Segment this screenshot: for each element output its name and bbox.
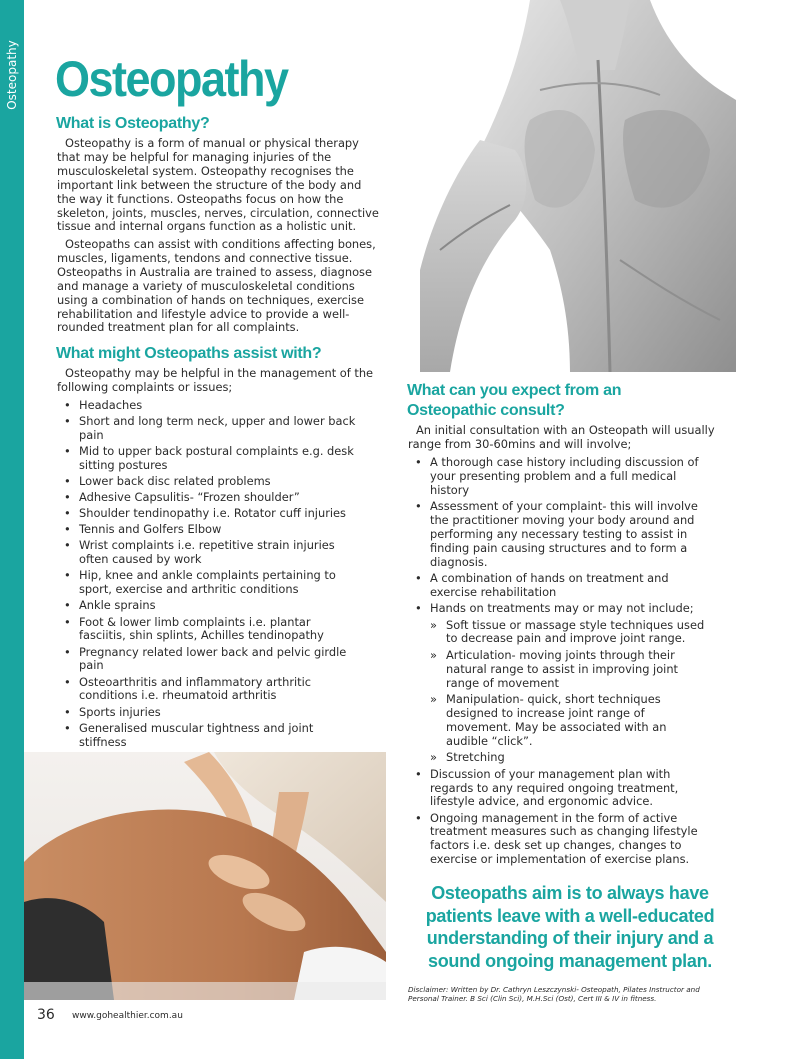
assist-intro: Osteopathy may be helpful in the management of the following complaints or issues; (57, 366, 374, 394)
list-item: • Shoulder tendinopathy i.e. Rotator cuff injuries (57, 507, 357, 521)
sub-list-item: » Articulation- moving joints through their natural range to assist in improving joint range of movement (430, 649, 708, 691)
sub-list (430, 619, 708, 766)
assist-list (57, 399, 357, 752)
list-item: • A thorough case history including discussion of your presenting problem and a full medical history (408, 456, 708, 498)
pull-quote: Osteopaths aim is to always have patients leave with a well-educated understanding of their injury and a sound ongoing management plan. (425, 883, 715, 971)
list-item: • Generalised muscular tightness and joint stiffness (57, 722, 357, 750)
sub-list-item: » Soft tissue or massage style techniques used to decrease pain and improve joint range. (430, 619, 708, 647)
list-item-text: Hands on treatments may or may not include; (430, 600, 694, 615)
disclaimer: Disclaimer: Written by Dr. Cathryn Leszczynski- Osteopath, Pilates Instructor and Personal Trainer. B Sci (Clin Sci), M.H.Sci (Ost), Cert III & IV in fitness. (408, 985, 700, 1003)
anatomy-illustration (420, 0, 736, 372)
list-item: • Short and long term neck, upper and lower back pain (57, 415, 357, 443)
sidebar-label: Osteopathy (5, 40, 19, 110)
sub-list-item: » Stretching (430, 751, 708, 765)
list-item: • Osteoarthritis and inflammatory arthritic conditions i.e. rheumatoid arthritis (57, 676, 357, 704)
list-item: • Ankle sprains (57, 599, 357, 613)
list-item: • Sports injuries (57, 706, 357, 720)
massage-photo (24, 752, 386, 1000)
list-item: • Headaches (57, 399, 357, 413)
section-heading-expect: What can you expect from an Osteopathic consult? (407, 382, 622, 419)
list-item: • A combination of hands on treatment and exercise rehabilitation (408, 572, 708, 600)
footer-url: www.gohealthier.com.au (72, 1011, 183, 1021)
list-item: • Ongoing management in the form of active treatment measures such as changing lifestyle factors i.e. desk set up changes, changes to exercise or implementation of exercise plans. (408, 812, 708, 868)
list-item: • Hip, knee and ankle complaints pertaining to sport, exercise and arthritic conditions (57, 569, 357, 597)
list-item (408, 602, 708, 765)
expect-intro: An initial consultation with an Osteopath will usually range from 30-60mins and will involve; (408, 423, 715, 451)
list-item: • Foot & lower limb complaints i.e. plantar fasciitis, shin splints, Achilles tendinopathy (57, 616, 357, 644)
list-item: • Pregnancy related lower back and pelvic girdle pain (57, 646, 357, 674)
expect-list (408, 456, 708, 869)
list-item: • Tennis and Golfers Elbow (57, 523, 357, 537)
list-item: • Wrist complaints i.e. repetitive strain injuries often caused by work (57, 539, 357, 567)
list-item: • Lower back disc related problems (57, 475, 357, 489)
list-item: • Mid to upper back postural complaints e.g. desk sitting postures (57, 445, 357, 473)
list-item: • Discussion of your management plan with regards to any required ongoing treatment, lifestyle advice, and ergonomic advice. (408, 768, 708, 810)
what-is-paragraph-1: Osteopathy is a form of manual or physical therapy that may be helpful for managing injuries of the musculoskeletal system. Osteopathy recognises the important link between the structure of the body and the way it functions. Osteopaths focus on how the skeleton, joints, muscles, nerves, circulation, connective tissue and internal organs function as a holistic unit. (57, 136, 379, 234)
list-item: • Adhesive Capsulitis- “Frozen shoulder” (57, 491, 357, 505)
list-item: • Assessment of your complaint- this will involve the practitioner moving your body around and performing any necessary testing to assist in finding pain causing structures and to form a diagnosis. (408, 500, 708, 570)
page-number: 36 (37, 1007, 55, 1023)
section-heading-what-is: What is Osteopathy? (56, 115, 210, 132)
page-title: Osteopathy (55, 50, 288, 108)
sidebar-strip (0, 0, 24, 1059)
sub-list-item: » Manipulation- quick, short techniques designed to increase joint range of movement. May be associated with an audible “click”. (430, 693, 708, 749)
what-is-paragraph-2: Osteopaths can assist with conditions affecting bones, muscles, ligaments, tendons and connective tissue. Osteopaths in Australia are trained to assess, diagnose and manage a variety of musculoskeletal conditions using a combination of hands on techniques, exercise rehabilitation and lifestyle advice to provide a well-rounded treatment plan for all complaints. (57, 237, 376, 335)
section-heading-assist: What might Osteopaths assist with? (56, 345, 322, 362)
